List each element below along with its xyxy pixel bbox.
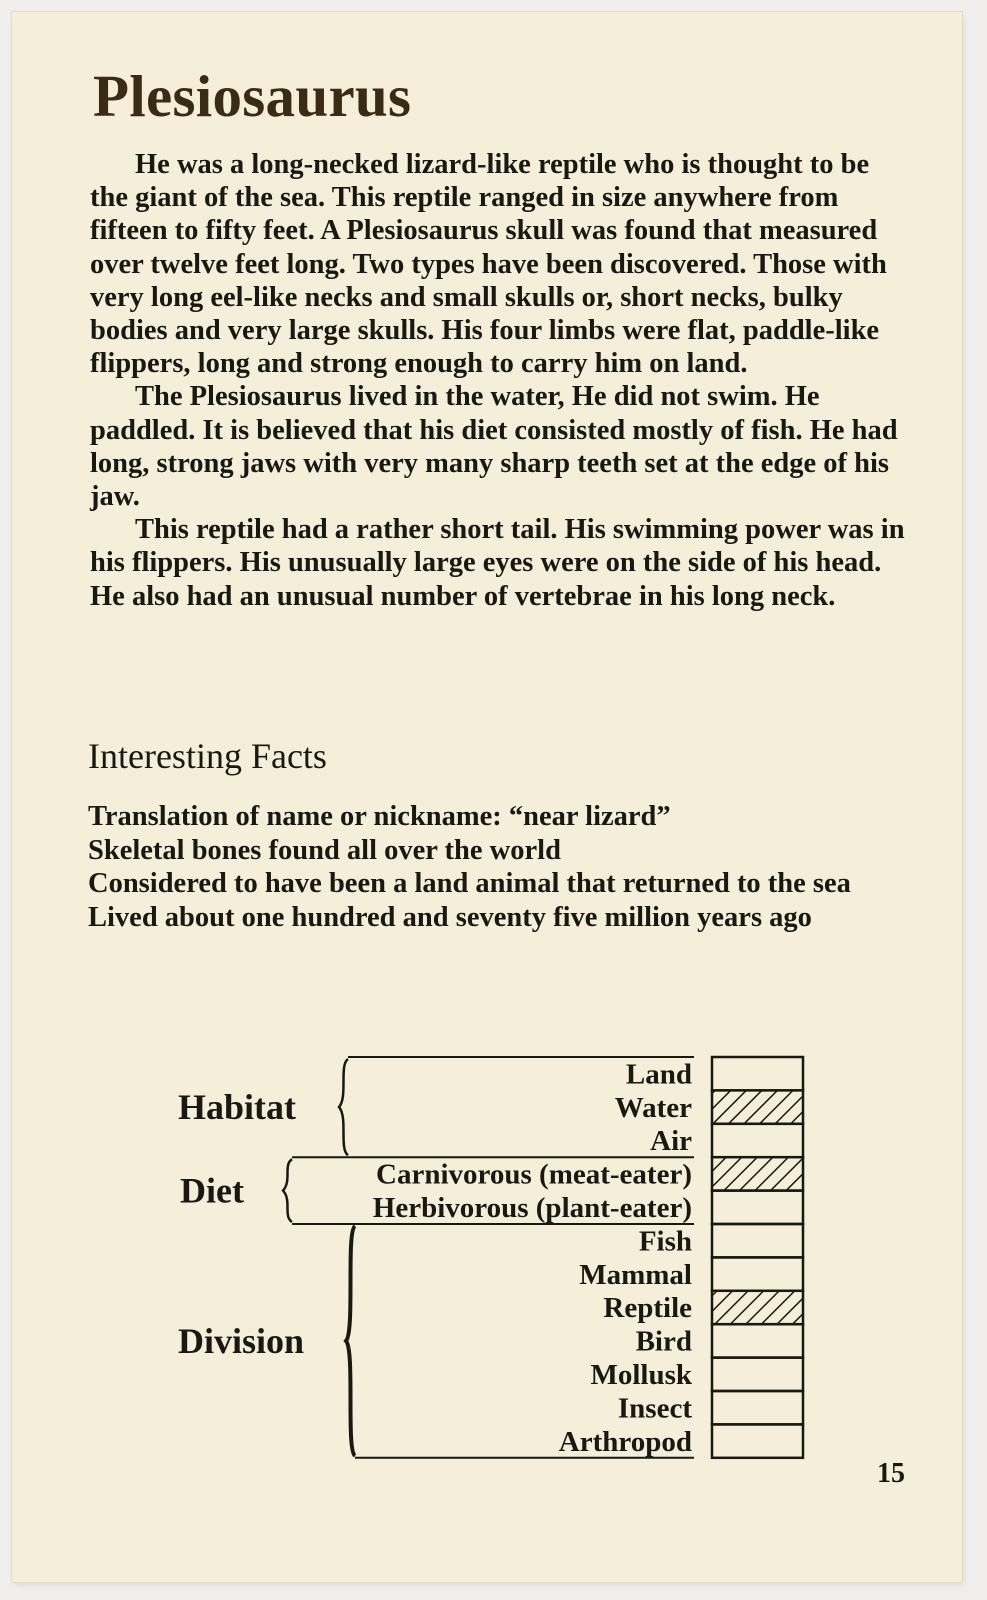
row-label: Bird [635,1325,692,1358]
paragraph: He was a long-necked lizard-like reptile who is thought to be the giant of the sea. This reptile ranged in size anywhere from fifteen to fifty feet. A Plesiosaurus skull was found that measured over twelve feet long. Two types have been discovered. Those with very long eel-like necks and small skulls or, short necks, bulky bodies and very large skulls. His four limbs were flat, paddle-like flippers, long and strong enough to carry him on land. [90,149,887,380]
row-label: Reptile [603,1292,692,1325]
facts-heading: Interesting Facts [88,736,327,776]
paragraph: The Plesiosaurus lived in the water, He did not swim. He paddled. It is believed that his diet consisted mostly of fish. He had long, strong jaws with very many sharp teeth set at the edge of his jaw. [90,381,898,513]
page-title: Plesiosaurus [93,63,412,129]
row-label: Water [614,1091,692,1124]
row-label: Carnivorous (meat-eater) [376,1158,692,1191]
page-number: 15 [877,1458,905,1489]
facts-list [88,800,908,934]
row-label: Fish [638,1225,692,1258]
row-label: Mammal [579,1258,692,1291]
body-text [90,148,910,613]
row-label: Arthropod [558,1425,692,1458]
row-label: Air [650,1125,692,1158]
fact-item: Lived about one hundred and seventy five million years ago [88,901,812,933]
row-label: Herbivorous (plant-eater) [372,1192,692,1224]
group-label: Division [178,1320,305,1361]
group-label: Diet [180,1170,244,1211]
paragraph: This reptile had a rather short tail. His swimming power was in his flippers. His unusually large eyes were on the side of his head. He also had an unusual number of vertebrae in his long neck. [90,514,905,612]
fact-item: Considered to have been a land animal that returned to the sea [88,868,851,899]
fact-item: Skeletal bones found all over the world [88,834,561,866]
row-label: Insect [617,1392,692,1425]
row-label: Mollusk [590,1359,692,1391]
group-label: Habitat [178,1087,297,1128]
fact-item: Translation of name or nickname: “near lizard” [88,801,671,832]
row-label: Land [625,1058,692,1091]
